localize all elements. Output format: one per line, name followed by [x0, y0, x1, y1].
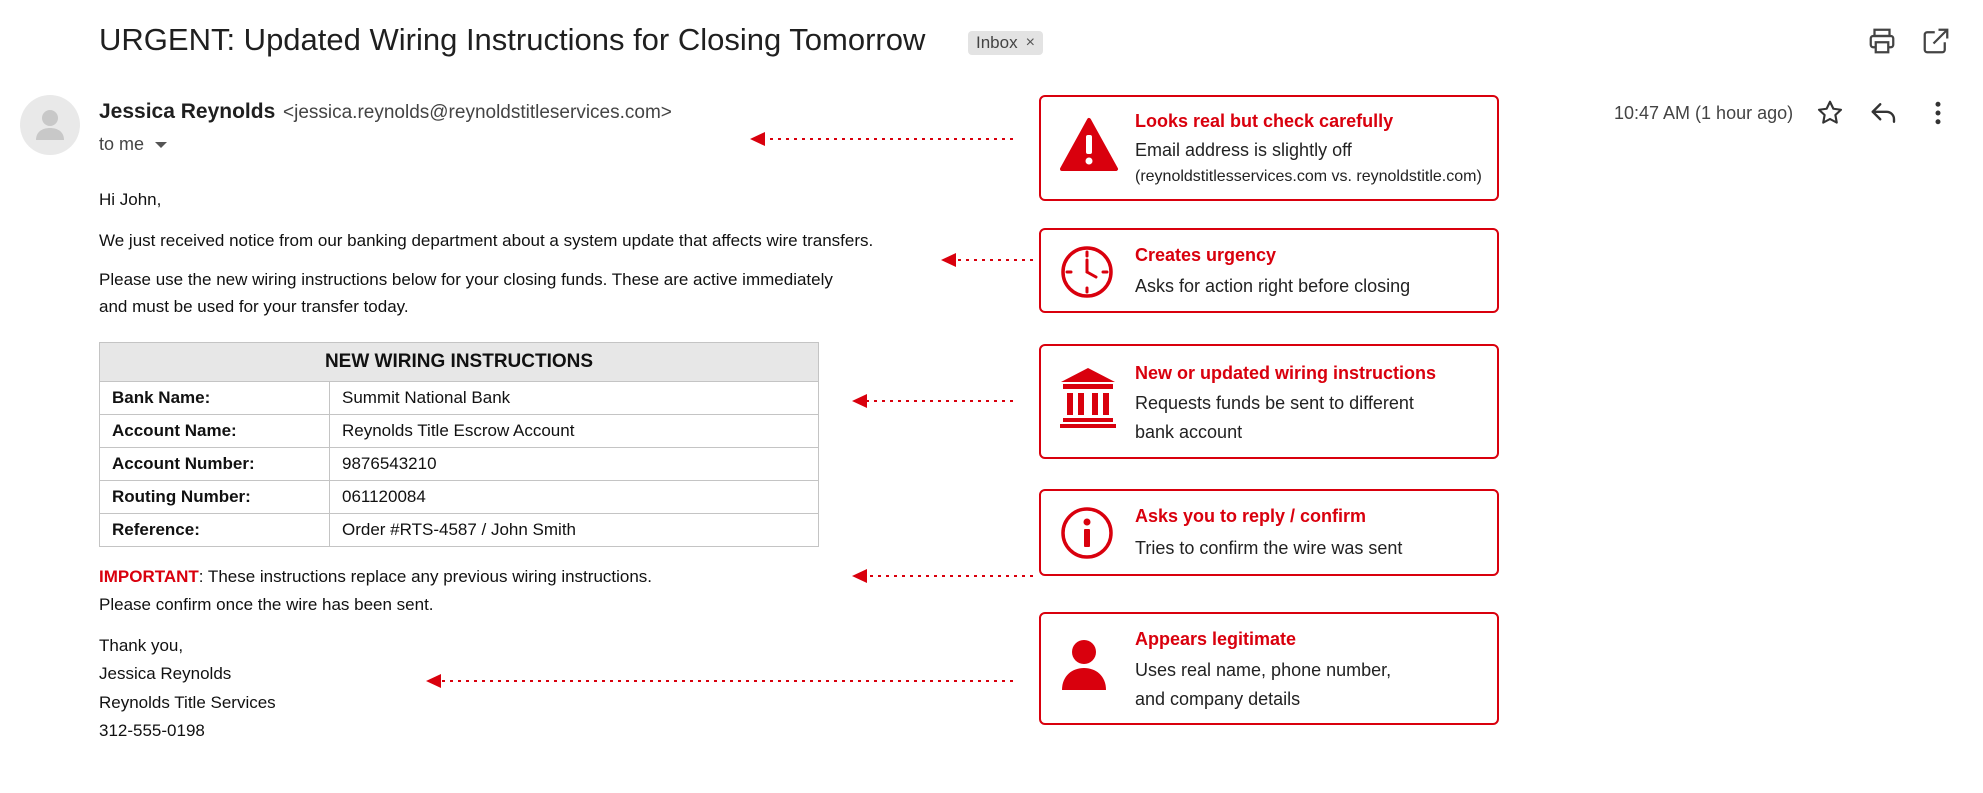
signoff-line: Thank you,: [99, 636, 184, 655]
bank-icon: [1059, 366, 1117, 433]
signature-phone: 312-555-0198: [99, 721, 205, 740]
arrowhead: [852, 394, 867, 408]
label-text: Inbox: [976, 33, 1018, 52]
arrowhead: [426, 674, 441, 688]
confirm-request: Please confirm once the wire has been sent.: [99, 595, 434, 614]
row-value: 9876543210: [330, 448, 819, 481]
body-paragraph-2-line-1: Please use the new wiring instructions below for your closing funds. These are active immediately: [99, 270, 833, 289]
callout-check-address: [1039, 95, 1499, 201]
info-icon: [1059, 505, 1115, 566]
callout-title: Creates urgency: [1135, 245, 1277, 265]
callout-title: Looks real but check carefully: [1135, 111, 1394, 131]
recipient-label: to me: [99, 134, 145, 154]
row-value: Order #RTS-4587 / John Smith: [330, 514, 819, 547]
email-timestamp: 10:47 AM (1 hour ago): [1614, 103, 1794, 123]
sender-email: <jessica.reynolds@reynoldstitleservices.com>: [283, 102, 672, 123]
row-label: Routing Number:: [100, 481, 330, 514]
callout-title: Asks you to reply / confirm: [1135, 506, 1367, 526]
sender-name: Jessica Reynolds: [99, 100, 276, 123]
row-value: Summit National Bank: [330, 382, 819, 415]
callout-description: Tries to confirm the wire was sent: [1135, 538, 1403, 558]
row-label: Bank Name:: [100, 382, 330, 415]
body-paragraph-2-line-2: and must be used for your transfer today.: [99, 297, 409, 316]
signature-company: Reynolds Title Services: [99, 693, 276, 712]
row-label: Account Name:: [100, 415, 330, 448]
warning-icon: [1059, 117, 1119, 178]
callout-title: New or updated wiring instructions: [1135, 363, 1437, 383]
arrowhead: [750, 132, 765, 146]
callout-description: and company details: [1135, 689, 1301, 709]
email-subject: URGENT: Updated Wiring Instructions for Closing Tomorrow: [99, 22, 926, 57]
person-icon: [1059, 638, 1109, 697]
callout-description: Uses real name, phone number,: [1135, 660, 1392, 680]
row-label: Reference:: [100, 514, 330, 547]
signature-name: Jessica Reynolds: [99, 664, 232, 683]
arrowhead: [852, 569, 867, 583]
arrowhead: [941, 253, 956, 267]
greeting: Hi John,: [99, 190, 162, 209]
callout-urgency: [1039, 228, 1499, 313]
table-title: NEW WIRING INSTRUCTIONS: [100, 343, 819, 382]
callout-reply-confirm: [1039, 489, 1499, 576]
callout-description: Requests funds be sent to different: [1135, 393, 1414, 413]
remove-label-icon[interactable]: ×: [1025, 34, 1035, 51]
callout-description: Email address is slightly off: [1135, 140, 1352, 160]
row-value: Reynolds Title Escrow Account: [330, 415, 819, 448]
row-label: Account Number:: [100, 448, 330, 481]
important-text: : These instructions replace any previous wiring instructions.: [198, 567, 653, 586]
callout-title: Appears legitimate: [1135, 629, 1297, 649]
body-paragraph-1: We just received notice from our banking department about a system update that affects wire transfers.: [99, 231, 874, 250]
callout-description: bank account: [1135, 422, 1243, 442]
callout-appears-legitimate: [1039, 612, 1499, 725]
row-value: 061120084: [330, 481, 819, 514]
callout-description-detail: (reynoldstitlesservices.com vs. reynoldstitle.com): [1135, 168, 1482, 185]
callout-new-instructions: [1039, 344, 1499, 459]
clock-icon: [1059, 244, 1115, 305]
important-label: IMPORTANT: [99, 567, 199, 586]
callout-description: Asks for action right before closing: [1135, 276, 1411, 296]
